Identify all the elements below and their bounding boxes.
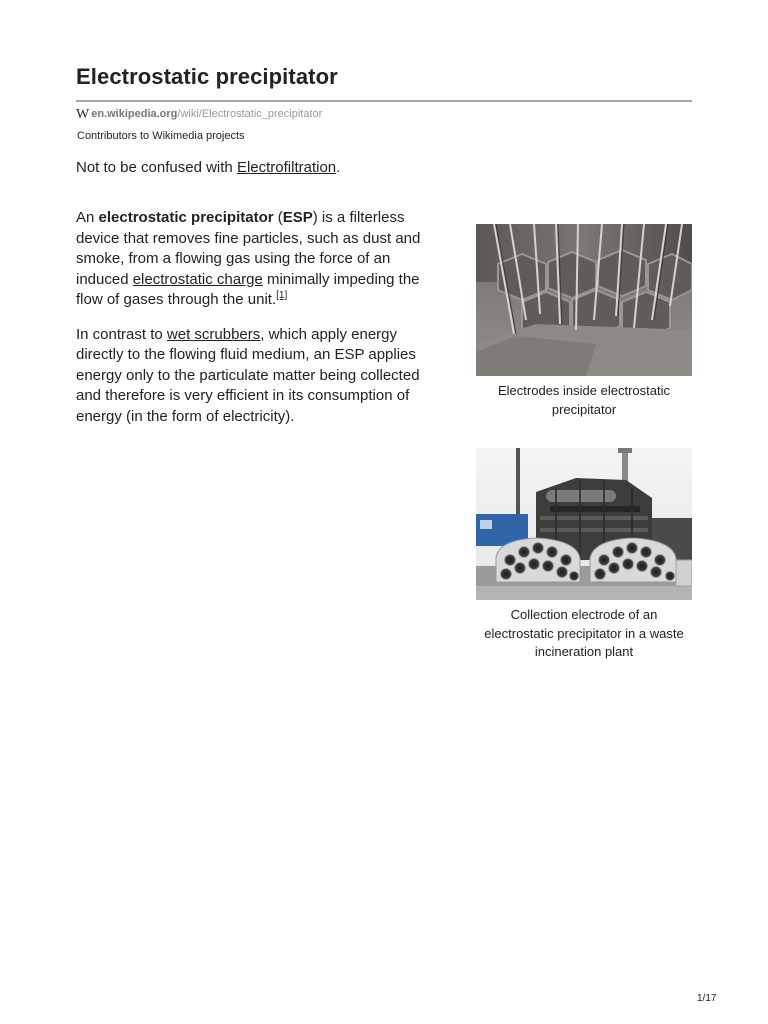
term-esp: ESP — [282, 209, 313, 226]
reference-1-link[interactable]: [1] — [276, 290, 288, 301]
title-divider — [76, 100, 692, 102]
figure-collection-electrode-caption: Collection electrode of an electrostatic precipitator in a waste incineration plant — [484, 607, 684, 659]
intro-text-3: ) is a filterless device that removes fine particles, such as dust and smoke, from a flowing gas using the force of an induced — [76, 209, 421, 288]
contrast-text-2: , which apply energy directly to the flowing fluid medium, an ESP applies energy only to the particulate matter being collected and therefore is very efficient in its consumption of energy (in the form of electricity). — [76, 325, 420, 425]
electrofiltration-link[interactable]: Electrofiltration — [236, 159, 337, 176]
intro-paragraph — [76, 208, 438, 311]
contrast-text-1: In contrast to — [76, 325, 167, 343]
figure-electrodes — [476, 224, 692, 419]
intro-text-4: minimally impeding the flow of gases through the unit. — [76, 270, 420, 308]
page-title: Electrostatic precipitator — [76, 64, 338, 89]
intro-text-2: ( — [273, 209, 283, 226]
wikipedia-icon: W — [76, 107, 89, 122]
lead-section — [76, 208, 438, 441]
electrostatic-charge-link[interactable]: electrostatic charge — [132, 270, 263, 288]
source-line — [76, 107, 322, 123]
intro-text-1: An — [76, 209, 99, 226]
hatnote — [76, 159, 340, 176]
source-domain[interactable]: en.wikipedia.org — [91, 108, 178, 120]
page-number: 1/17 — [697, 993, 717, 1004]
hatnote-prefix: Not to be confused with — [76, 159, 237, 176]
collection-electrode-photo[interactable] — [476, 448, 692, 600]
figure-collection-electrode — [476, 448, 692, 662]
source-path[interactable]: /wiki/Electrostatic_precipitator — [177, 108, 323, 120]
hatnote-suffix: . — [336, 159, 341, 176]
figure-electrodes-caption: Electrodes inside electrostatic precipitator — [498, 383, 670, 417]
contrast-paragraph — [76, 325, 438, 428]
electrodes-photo[interactable] — [476, 224, 692, 376]
wet-scrubbers-link[interactable]: wet scrubbers — [166, 325, 261, 343]
contributors-line: Contributors to Wikimedia projects — [77, 130, 245, 142]
term-electrostatic-precipitator: electrostatic precipitator — [98, 209, 274, 226]
